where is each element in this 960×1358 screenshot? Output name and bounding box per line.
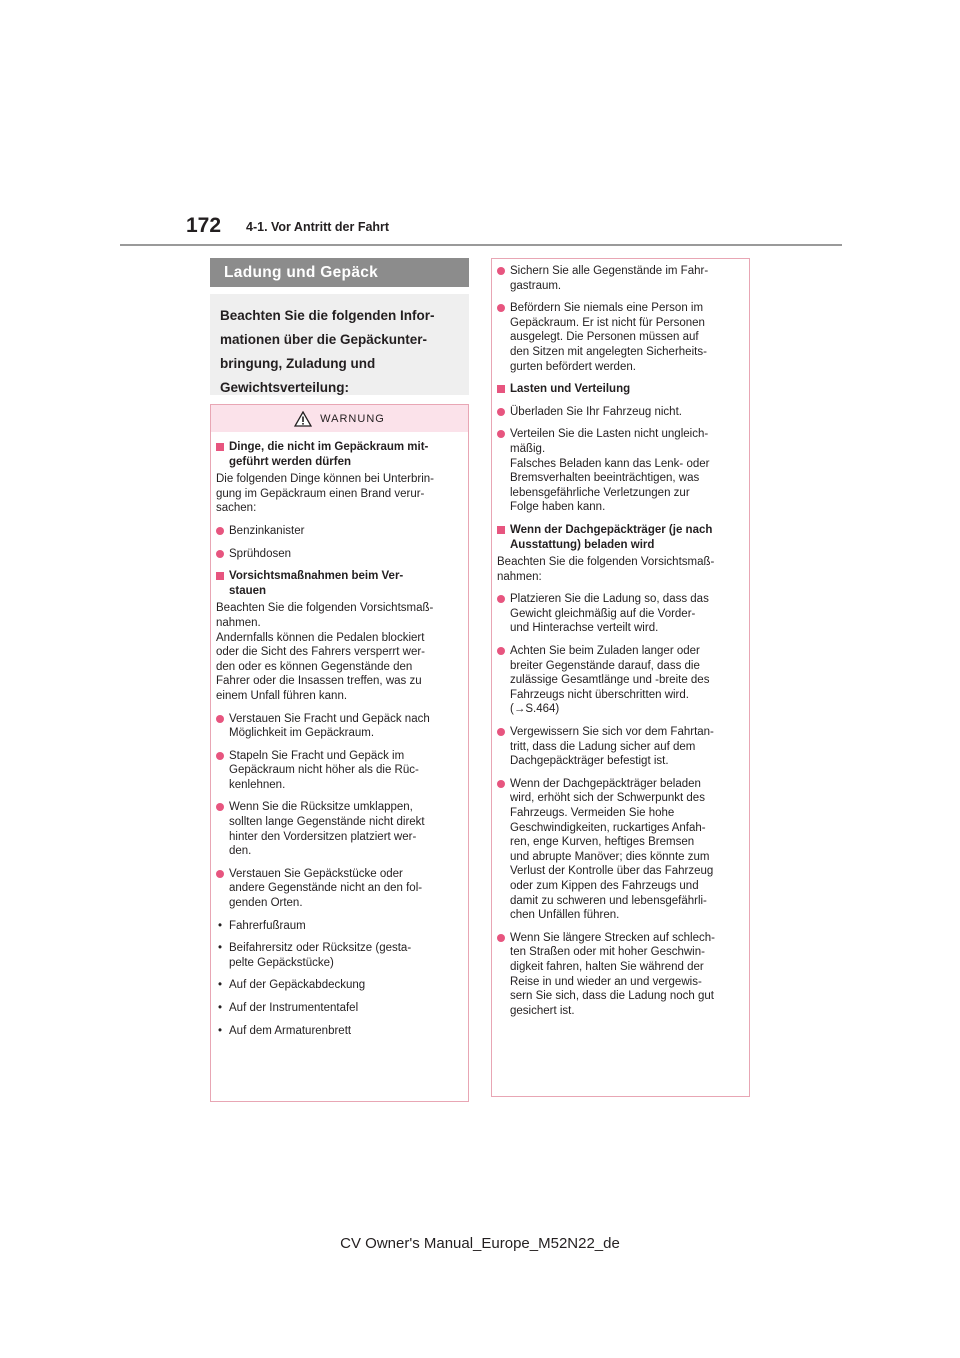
text-line: damit zu schweren und lebensgefährli- (510, 894, 707, 907)
text-line: Achten Sie beim Zuladen langer oder (510, 645, 700, 658)
text-line: Verstauen Sie Fracht und Gepäck nach (229, 712, 430, 725)
small-dot-icon: • (218, 919, 223, 932)
text-line: Fahrzeugs. Vermeiden Sie hohe (510, 807, 675, 819)
text-line: Vorsichtsmaßnahmen beim Ver- (229, 570, 404, 583)
text-line: Überladen Sie Ihr Fahrzeug nicht. (510, 405, 682, 418)
circle-bullet-icon (497, 304, 505, 312)
sub-list-item (216, 1001, 463, 1016)
right-column-box (491, 258, 750, 1097)
circle-bullet-icon (216, 870, 224, 878)
square-bullet-icon (216, 572, 224, 580)
content-paragraph (216, 472, 463, 516)
small-dot-icon: • (218, 942, 223, 955)
warning-triangle-icon (294, 411, 312, 427)
text-line: und abrupte Manöver; dies könnte zum (510, 850, 710, 863)
text-line: Fahrzeugs nicht überschritten wird. (510, 688, 689, 701)
text-line: Wenn Sie die Rücksitze umklappen, (229, 801, 413, 814)
text-line: Auf der Instrumententafel (229, 1002, 359, 1014)
header-rule (120, 244, 842, 246)
text-line: und Hinterachse verteilt wird. (510, 622, 659, 635)
circle-bullet-icon (497, 728, 505, 736)
text-line: digkeit fahren, halten Sie während der (510, 960, 704, 973)
text-line: sollten lange Gegenstände nicht direkt (229, 816, 425, 829)
circle-bullet-icon (216, 752, 224, 760)
intro-line: Gewichtsverteilung: (220, 380, 350, 395)
circle-bullet-icon (497, 934, 505, 942)
content-heading (216, 440, 463, 469)
content-paragraph (216, 601, 463, 703)
bullet-item (497, 592, 744, 636)
text-line: Reise in und wieder an und vergewis- (510, 975, 702, 988)
text-line: Lasten und Verteilung (510, 383, 631, 396)
right-column-content (492, 264, 749, 1018)
text-line: Die folgenden Dinge können bei Unterbrin- (216, 473, 435, 486)
square-bullet-icon (497, 385, 505, 393)
circle-bullet-icon (497, 595, 505, 603)
text-line: den Sitzen mit angelegten Sicherheits- (510, 345, 707, 358)
circle-bullet-icon (497, 780, 505, 788)
text-line: wird, erhöht sich der Schwerpunkt des (510, 792, 705, 805)
content-paragraph (497, 555, 744, 584)
warning-label: WARNUNG (320, 412, 385, 425)
bullet-item (497, 301, 744, 374)
text-line: Folge haben kann. (510, 501, 606, 514)
intro-line: mationen über die Gepäckunter- (220, 332, 428, 347)
text-line: Verlust der Kontrolle über das Fahrzeug (510, 865, 714, 878)
text-line: pelte Gepäckstücke) (229, 956, 334, 969)
text-line: den. (229, 845, 252, 858)
bullet-item (497, 405, 744, 420)
text-line: tritt, dass die Ladung sicher auf dem (510, 740, 696, 753)
text-line: stauen (229, 584, 267, 597)
text-line: gastraum. (510, 279, 562, 292)
footer-text: CV Owner's Manual_Europe_M52N22_de (340, 1235, 620, 1252)
bullet-item (216, 524, 463, 539)
text-line: den oder es können Gegenstände den (216, 660, 413, 673)
text-line: sern Sie sich, dass die Ladung noch gut (510, 990, 714, 1003)
sub-list-item (216, 1024, 463, 1039)
text-line: Wenn der Dachgepäckträger (je nach (510, 523, 713, 536)
small-dot-icon: • (218, 1024, 223, 1037)
small-dot-icon: • (218, 1002, 223, 1014)
text-line: Verstauen Sie Gepäckstücke oder (229, 867, 403, 880)
text-line: Dinge, die nicht im Gepäckraum mit- (229, 441, 429, 453)
bullet-item (497, 264, 744, 293)
text-line: Fahrer oder die Insassen treffen, was zu (216, 675, 422, 688)
intro-line: Beachten Sie die folgenden Infor- (220, 308, 435, 323)
text-line: Sprühdosen (229, 547, 292, 560)
text-line: Gepäckraum nicht höher als die Rüc- (229, 764, 419, 777)
bullet-item (497, 725, 744, 769)
sub-list-item (216, 941, 463, 970)
text-line: Beifahrersitz oder Rücksitze (gesta- (229, 942, 412, 955)
bullet-item (216, 749, 463, 793)
content-heading (497, 523, 744, 552)
text-line: Ausstattung) beladen wird (510, 538, 655, 551)
text-line: (→S.464) (510, 703, 560, 716)
text-line: Sichern Sie alle Gegenstände im Fahr- (510, 265, 709, 277)
text-line: Andernfalls können die Pedalen blockiert (216, 631, 425, 644)
circle-bullet-icon (497, 647, 505, 655)
text-line: Geschwindigkeiten, ruckartiges Anfah- (510, 821, 706, 834)
text-line: Wenn Sie längere Strecken auf schlech- (510, 931, 715, 944)
text-line: Stapeln Sie Fracht und Gepäck im (229, 749, 405, 762)
text-line: Auf dem Armaturenbrett (229, 1024, 352, 1037)
text-line: Beachten Sie die folgenden Vorsichtsmaß- (497, 556, 715, 569)
bullet-item (216, 712, 463, 741)
bullet-item (497, 777, 744, 923)
text-line: lebensgefährliche Verletzungen zur (510, 486, 690, 499)
text-line: gung im Gepäckraum einen Brand verur- (216, 487, 425, 500)
text-line: einem Unfall führen kann. (216, 689, 348, 702)
circle-bullet-icon (216, 803, 224, 811)
circle-bullet-icon (497, 408, 505, 416)
text-line: nahmen. (216, 616, 261, 629)
sub-list-item (216, 978, 463, 993)
text-line: Bremsverhalten beeinträchtigen, was (510, 472, 700, 485)
small-dot-icon: • (218, 979, 223, 992)
intro-line: bringung, Zuladung und (220, 356, 376, 371)
text-line: geführt werden dürfen (229, 455, 352, 468)
bullet-item (216, 867, 463, 911)
text-line: ren, enge Kurven, heftiges Bremsen (510, 836, 695, 849)
content-heading (216, 569, 463, 598)
bullet-item (497, 427, 744, 515)
text-line: Benzinkanister (229, 524, 305, 537)
text-line: Falsches Beladen kann das Lenk- oder (510, 457, 710, 470)
section-title: Ladung und Gepäck (210, 258, 469, 287)
text-line: Dachgepäckträger befestigt ist. (510, 755, 669, 768)
text-line: Vergewissern Sie sich vor dem Fahrtan- (510, 726, 714, 739)
text-line: sachen: (216, 502, 257, 515)
circle-bullet-icon (216, 527, 224, 535)
circle-bullet-icon (497, 430, 505, 438)
text-line: oder zum Kippen des Fahrzeugs und (510, 879, 699, 892)
section-reference: 4-1. Vor Antritt der Fahrt (246, 220, 390, 234)
text-line: Auf der Gepäckabdeckung (229, 979, 366, 992)
text-line: ten Straßen oder mit hoher Geschwin- (510, 946, 705, 959)
text-line: andere Gegenstände nicht an den fol- (229, 882, 423, 895)
text-line: zulässige Gesamtlänge und -breite des (510, 674, 710, 687)
text-line: nahmen: (497, 570, 542, 583)
intro-box (210, 294, 469, 395)
square-bullet-icon (216, 443, 224, 451)
page-number: 172 (186, 214, 222, 237)
square-bullet-icon (497, 526, 505, 534)
bullet-item (216, 800, 463, 858)
text-line: gesichert ist. (510, 1004, 575, 1017)
bullet-item (216, 547, 463, 562)
text-line: Beachten Sie die folgenden Vorsichtsmaß- (216, 602, 434, 615)
text-line: Verteilen Sie die Lasten nicht ungleich- (510, 428, 709, 441)
bullet-item (497, 644, 744, 717)
sub-list-item (216, 919, 463, 934)
warning-box (210, 404, 469, 1102)
text-line: Wenn der Dachgepäckträger beladen (510, 777, 701, 790)
text-line: Fahrerfußraum (229, 919, 306, 932)
bullet-item (497, 931, 744, 1019)
text-line: chen Unfällen führen. (510, 909, 620, 922)
circle-bullet-icon (497, 267, 505, 275)
text-line: hinter den Vordersitzen platziert wer- (229, 830, 417, 843)
text-line: kenlehnen. (229, 778, 286, 791)
text-line: Gepäckraum. Er ist nicht für Personen (510, 316, 705, 329)
text-line: ausgelegt. Die Personen müssen auf (510, 331, 699, 344)
warning-content (211, 440, 468, 1038)
text-line: gurten befördert werden. (510, 360, 636, 373)
text-line: Befördern Sie niemals eine Person im (510, 302, 704, 315)
text-line: genden Orten. (229, 897, 303, 910)
text-line: Gewicht gleichmäßig auf die Vorder- (510, 607, 696, 620)
circle-bullet-icon (216, 715, 224, 723)
content-heading (497, 382, 744, 397)
circle-bullet-icon (216, 550, 224, 558)
text-line: Möglichkeit im Gepäckraum. (229, 727, 375, 740)
text-line: mäßig. (510, 442, 546, 455)
text-line: Platzieren Sie die Ladung so, dass das (510, 593, 709, 606)
text-line: breiter Gegenstände darauf, dass die (510, 659, 700, 672)
text-line: oder die Sicht des Fahrers versperrt wer- (216, 646, 425, 659)
warning-header (211, 405, 468, 432)
